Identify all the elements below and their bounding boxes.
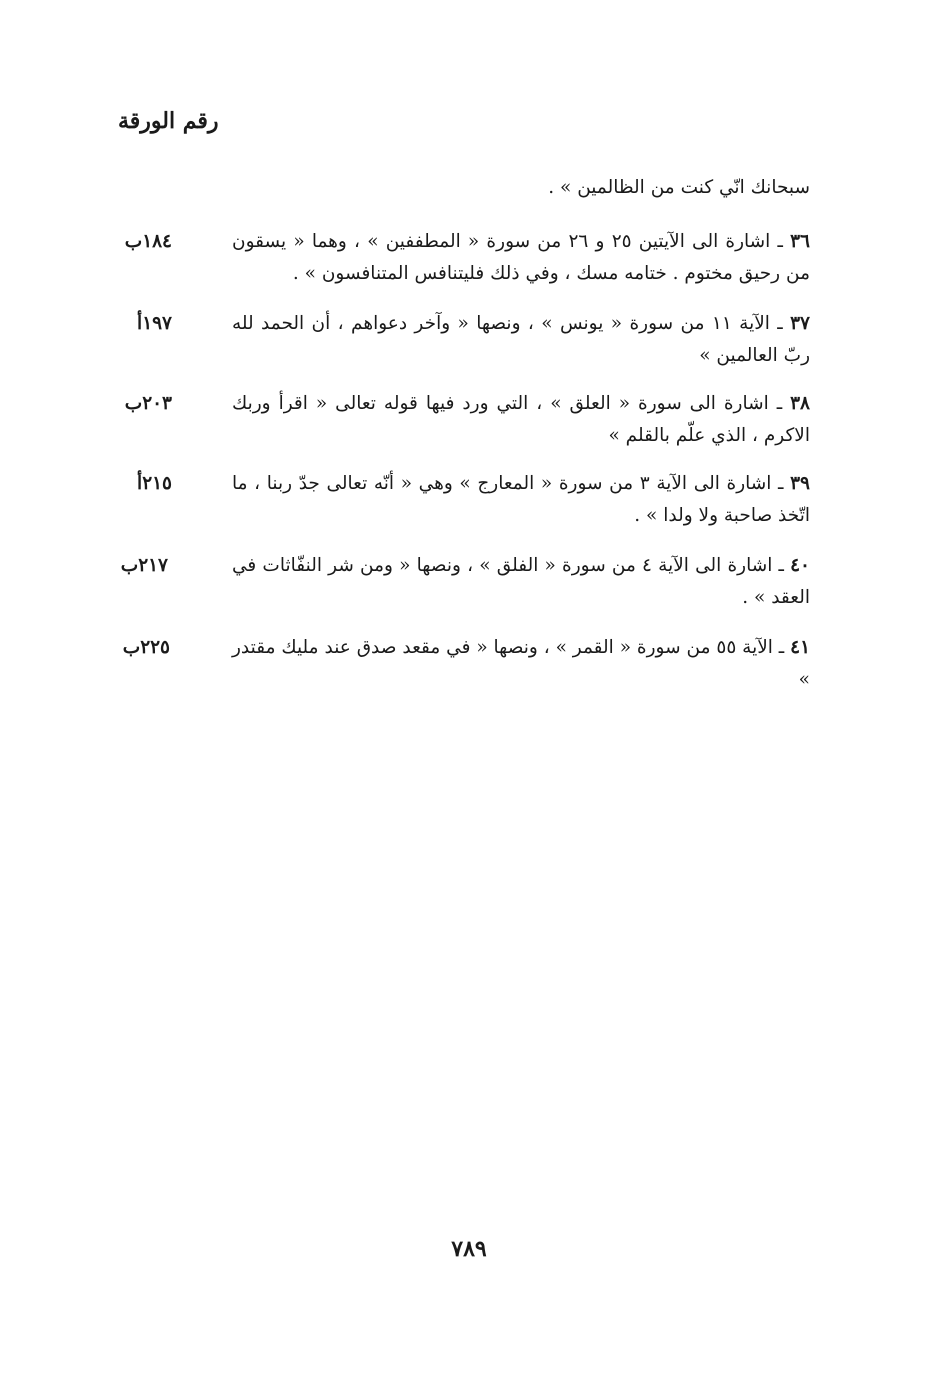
note-number: ٤٠ bbox=[790, 555, 810, 576]
leaf-reference-40: ٢١٧ب bbox=[120, 555, 168, 576]
leaf-number-column-header: رقم الورقة bbox=[118, 108, 219, 134]
note-number: ٣٩ bbox=[790, 473, 810, 494]
note-number: ٣٦ bbox=[790, 231, 810, 252]
leaf-reference-36: ١٨٤ب bbox=[124, 231, 172, 252]
note-text: ـ اشارة الى الآية ٣ من سورة « المعارج » وهي « أنّه تعالى جدّ ربنا ، ما اتّخذ صاحبة ولا ولدا » . bbox=[232, 473, 810, 526]
note-entry-40 bbox=[232, 550, 810, 614]
page-number: ٧٨٩ bbox=[451, 1236, 487, 1262]
note-entry-38 bbox=[232, 388, 810, 452]
note-entry-36 bbox=[232, 226, 810, 290]
leaf-reference-38: ٢٠٣ب bbox=[124, 393, 172, 414]
note-entry-37 bbox=[232, 308, 810, 372]
note-entry-41 bbox=[232, 632, 810, 696]
note-number: ٤١ bbox=[790, 637, 811, 658]
note-text: ـ الآية ٥٥ من سورة « القمر » ، ونصها « في مقعد صدق عند مليك مقتدر » bbox=[232, 637, 810, 690]
leaf-reference-39: ٢١٥أ bbox=[137, 473, 172, 494]
note-entry-39 bbox=[232, 468, 810, 532]
note-text: ـ اشارة الى الآيتين ٢٥ و ٢٦ من سورة « المطففين » ، وهما « يسقون من رحيق مختوم . ختامه مسك ، وفي ذلك فليتنافس المتنافسون » . bbox=[232, 231, 810, 284]
note-number: ٣٧ bbox=[790, 313, 810, 334]
note-text: ـ اشارة الى سورة « العلق » ، التي ورد فيها قوله تعالى « اقرأ وربك الاكرم ، الذي علّم بالقلم » bbox=[232, 393, 810, 446]
note-number: ٣٨ bbox=[790, 393, 810, 414]
leaf-reference-37: ١٩٧أ bbox=[137, 313, 172, 334]
continued-entry-text: سبحانك انّي كنت من الظالمين » . bbox=[548, 177, 810, 198]
note-text: ـ اشارة الى الآية ٤ من سورة « الفلق » ، ونصها « ومن شر النفّاثات في العقد » . bbox=[232, 555, 810, 608]
leaf-reference-41: ٢٢٥ب bbox=[122, 637, 170, 658]
note-text: ـ الآية ١١ من سورة « يونس » ، ونصها « وآخر دعواهم ، أن الحمد لله ربّ العالمين » bbox=[232, 313, 810, 366]
